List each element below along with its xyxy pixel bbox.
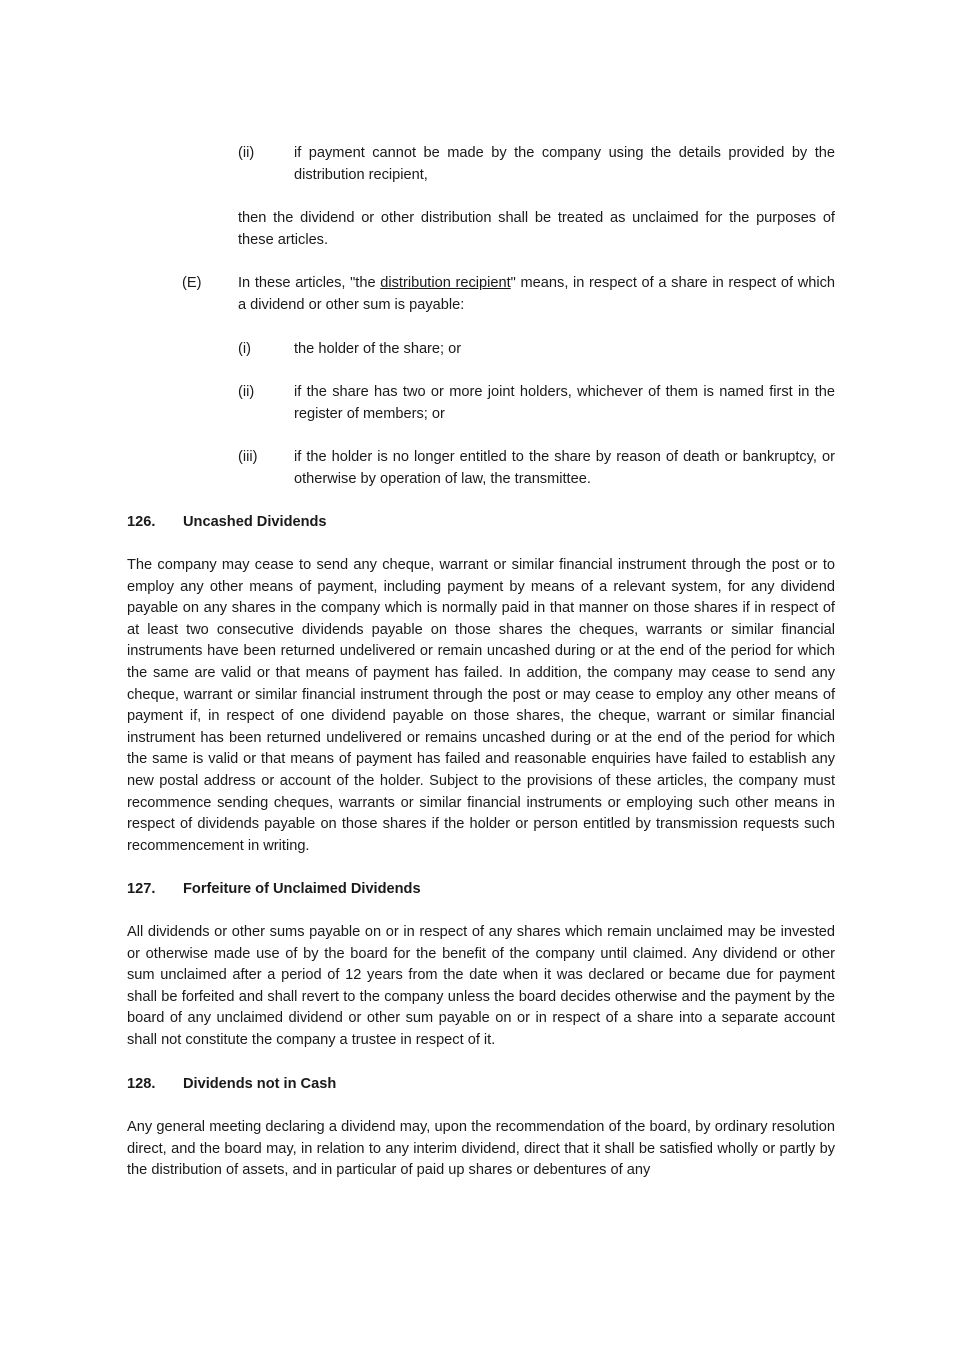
subclause-number: (ii) — [238, 145, 255, 161]
subclause-text: if the holder is no longer entitled to the share by reason of death or bankruptcy, or otherwise by operation of law, the transmittee. — [294, 449, 835, 487]
subclause-number: (ii) — [238, 384, 255, 400]
defined-term: distribution recipient — [380, 275, 511, 291]
section-128-body: Any general meeting declaring a dividend may, upon the recommendation of the board, by ordinary resolution direct, and the board may, in relation to any interim dividend, direct that it shall be satisfied wholly or partly by the distribution of assets, and in particular of paid up shares or debentures of any — [127, 1119, 835, 1179]
section-number: 127. — [127, 881, 156, 897]
then-paragraph — [238, 208, 835, 251]
subclause-number: (iii) — [238, 449, 258, 465]
section-number: 126. — [127, 514, 156, 530]
section-number: 128. — [127, 1076, 156, 1092]
section-126-heading — [127, 512, 327, 534]
section-title: Forfeiture of Unclaimed Dividends — [183, 881, 421, 897]
subclause-text: the holder of the share; or — [294, 341, 462, 357]
subclause-ii — [238, 382, 835, 425]
subclause-i — [238, 339, 835, 361]
paragraph-text: then the dividend or other distribution shall be treated as unclaimed for the purposes of these articles. — [238, 210, 835, 248]
subclause-iii — [238, 447, 835, 490]
section-title: Uncashed Dividends — [183, 514, 327, 530]
subclause-text: if the share has two or more joint holders, whichever of them is named first in the register of members; or — [294, 384, 835, 422]
clause-number: (E) — [182, 275, 202, 291]
subclause-ii-payment — [238, 143, 835, 186]
clause-text: In these articles, "the distribution recipient" means, in respect of a share in respect of which a dividend or other sum is payable: — [238, 275, 836, 313]
section-127-body: All dividends or other sums payable on or in respect of any shares which remain unclaimed may be invested or otherwise made use of by the board for the benefit of the company until claimed. Any dividend or other sum unclaimed after a period of 12 years from the date when it was declared or became due for payment shall be forfeited and shall revert to the company unless the board decides otherwise and the payment by the board of any unclaimed dividend or other sum payable on or in respect of a share into a separate account shall not constitute the company a trustee in respect of it. — [127, 924, 835, 1048]
subclause-number: (i) — [238, 341, 251, 357]
section-title: Dividends not in Cash — [183, 1076, 337, 1092]
clause-e — [182, 273, 835, 316]
subclause-text: if payment cannot be made by the company using the details provided by the distribution recipient, — [294, 145, 835, 183]
section-126-body: The company may cease to send any cheque, warrant or similar financial instrument through the post or to employ any other means of payment, including payment by means of a relevant system, for any dividend payable on any shares in the company which is normally paid in that manner on those shares if in respect of at least two consecutive dividends payable on those shares the cheques, warrants or similar financial instruments have been returned undelivered or remain uncashed during or at the end of the period for which the same are valid or that means of payment has failed. In addition, the company may cease to send any cheque, warrant or similar financial instrument through the post or may cease to employ any other means of payment if, in respect of one dividend payable on those shares, the cheque, warrant or similar financial instrument has been returned undelivered or remains uncashed during or at the end of the period for which the same is valid or that means of payment has failed and reasonable enquiries have failed to establish any new postal address or account of the holder. Subject to the provisions of these articles, the company must recommence sending cheques, warrants or similar financial instruments or employing such other means in respect of dividends payable on those shares if the holder or person entitled by transmission requests such recommencement in writing. — [127, 557, 835, 854]
section-128-heading — [127, 1074, 336, 1096]
section-127-heading — [127, 879, 421, 901]
